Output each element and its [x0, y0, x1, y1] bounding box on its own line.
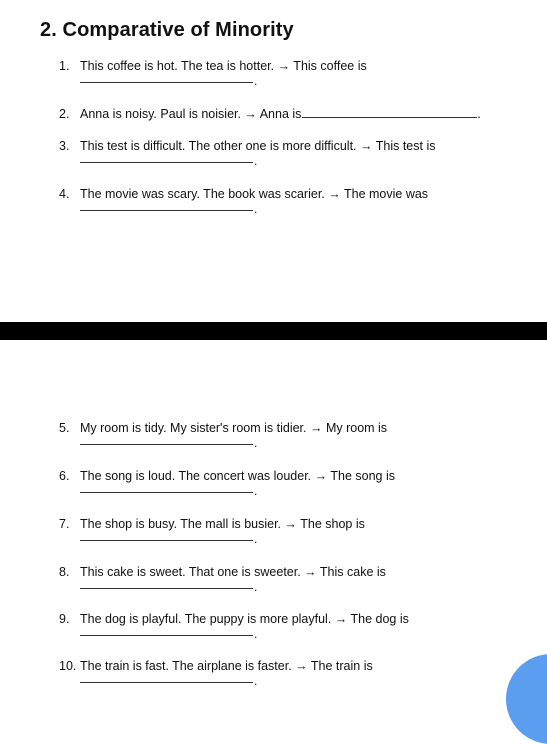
- item-sentence: The shop is busy. The mall is busier. → The shop is: [80, 517, 365, 531]
- item-number: 6.: [59, 469, 70, 483]
- answer-blank[interactable]: [80, 210, 253, 211]
- answer-blank[interactable]: [80, 162, 253, 163]
- item-number: 3.: [59, 139, 70, 153]
- answer-blank[interactable]: [80, 588, 253, 589]
- sentence-period: .: [477, 107, 481, 121]
- answer-blank[interactable]: [80, 635, 253, 636]
- item-number: 2.: [59, 107, 70, 121]
- item-number: 4.: [59, 187, 70, 201]
- item-sentence: This coffee is hot. The tea is hotter. → This coffee is: [80, 59, 367, 73]
- item-number: 8.: [59, 565, 70, 579]
- item-number: 10.: [59, 659, 77, 673]
- worksheet-title: 2. Comparative of Minority: [40, 19, 294, 41]
- item-sentence: The train is fast. The airplane is faster. → The train is: [80, 659, 373, 673]
- sentence-period: .: [254, 580, 258, 594]
- sentence-period: .: [254, 202, 258, 216]
- item-sentence-wrap: [80, 106, 481, 122]
- item-number: 9.: [59, 612, 70, 626]
- sentence-period: .: [254, 627, 258, 641]
- item-sentence: The movie was scary. The book was scarier. → The movie was: [80, 187, 429, 201]
- item-number: 1.: [59, 59, 70, 73]
- sentence-period: .: [254, 154, 258, 168]
- page-divider: [0, 322, 547, 340]
- answer-blank[interactable]: [80, 540, 253, 541]
- item-sentence: The dog is playful. The puppy is more playful. → The dog is: [80, 612, 409, 626]
- floating-action-bubble[interactable]: [506, 654, 547, 744]
- sentence-period: .: [254, 532, 258, 546]
- answer-blank[interactable]: [80, 492, 253, 493]
- item-number: 5.: [59, 421, 70, 435]
- sentence-period: .: [254, 436, 258, 450]
- item-sentence: Anna is noisy. Paul is noisier. → Anna is: [80, 107, 302, 121]
- item-number: 7.: [59, 517, 70, 531]
- answer-blank[interactable]: [80, 444, 253, 445]
- answer-blank[interactable]: [302, 106, 477, 118]
- sentence-period: .: [254, 674, 258, 688]
- sentence-period: .: [254, 74, 258, 88]
- answer-blank[interactable]: [80, 682, 253, 683]
- item-sentence: My room is tidy. My sister's room is tidier. → My room is: [80, 421, 388, 435]
- item-sentence: This test is difficult. The other one is more difficult. → This test is: [80, 139, 436, 153]
- sentence-period: .: [254, 484, 258, 498]
- item-sentence: This cake is sweet. That one is sweeter. → This cake is: [80, 565, 386, 579]
- item-sentence: The song is loud. The concert was louder. → The song is: [80, 469, 395, 483]
- answer-blank[interactable]: [80, 82, 253, 83]
